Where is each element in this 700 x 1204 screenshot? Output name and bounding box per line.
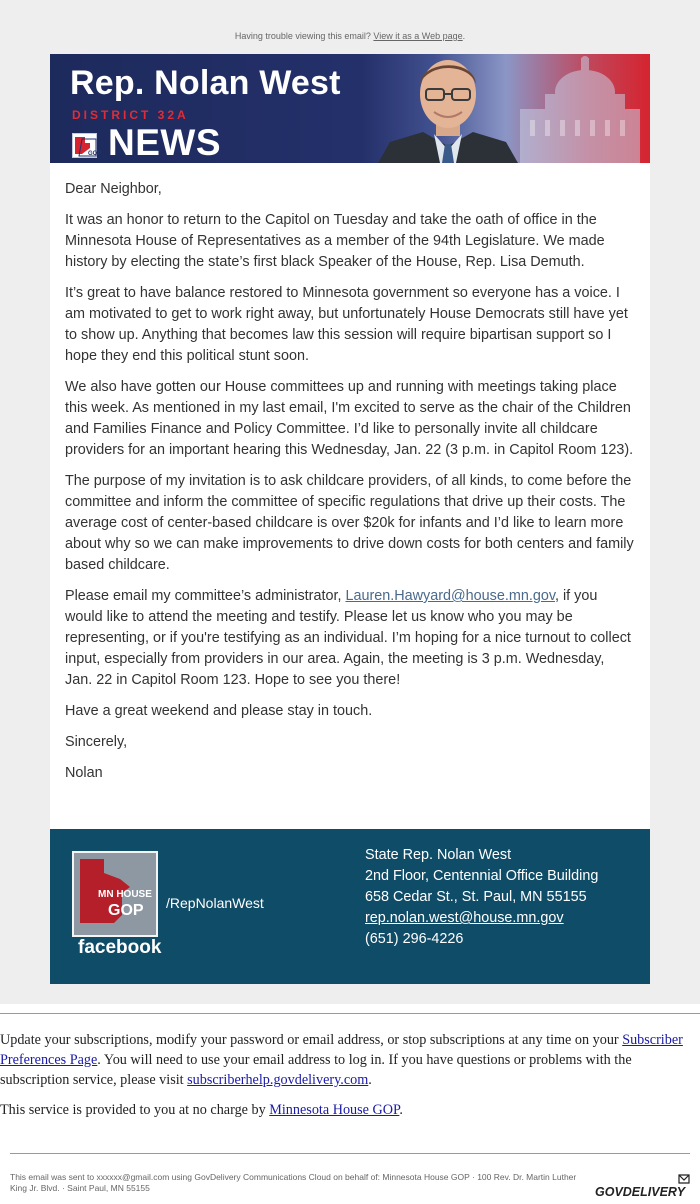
paragraph-childcare-costs: The purpose of my invitation is to ask childcare providers, of all kinds, to come before the committee and inform the committee of specific regulations that drive up their costs. The average cost of center-based childcare is over $20k for infants and I’d like to learn more about why so we can make improvements to drive down costs for both centers and family based childcare. xyxy=(65,473,634,573)
email-body xyxy=(50,163,650,829)
closing: Sincerely, xyxy=(65,734,128,750)
logo-line1: MN HOUSE xyxy=(98,889,152,900)
contact-info xyxy=(365,845,598,950)
paragraph-oath: It was an honor to return to the Capitol on Tuesday and take the oath of office in the Minnesota House of Representatives as a member of the 94th Legislature. We made history by electing the state’s first black Speaker of the House, Rep. Lisa Demuth. xyxy=(65,212,605,270)
contact-address: 658 Cedar St., St. Paul, MN 55155 xyxy=(365,889,587,905)
contact-name: State Rep. Nolan West xyxy=(365,847,512,863)
service-notice: This service is provided to you at no charge by Minnesota House GOP. xyxy=(0,1102,403,1118)
facebook-handle[interactable]: /RepNolanWest xyxy=(166,895,264,911)
govdelivery-logo[interactable] xyxy=(595,1173,691,1199)
banner-title: Rep. Nolan West xyxy=(70,64,341,102)
gop-logo-text: GOP xyxy=(88,151,102,157)
provider-link[interactable]: Minnesota House GOP xyxy=(269,1102,400,1118)
gop-logo-icon xyxy=(72,133,102,158)
subscriber-preferences-link[interactable]: Subscriber Preferences Page xyxy=(0,1032,683,1068)
mn-house-gop-logo[interactable] xyxy=(72,851,158,937)
govdelivery-wordmark: GOVDELIVERY xyxy=(595,1185,686,1199)
subscription-notice: Update your subscriptions, modify your password or email address, or stop subscriptions at any time on your Subscriber Preferences Page. You will need to use your email address to log in. If you have questions or problems with the subscription service, please visit subscriberhelp.govdelivery.com. xyxy=(0,1032,683,1088)
web-version-link[interactable]: View it as a Web page xyxy=(373,31,463,41)
contact-footer xyxy=(50,829,650,984)
contact-phone: (651) 296-4226 xyxy=(365,931,464,947)
contact-office: 2nd Floor, Centennial Office Building xyxy=(365,868,599,884)
header-banner xyxy=(50,54,650,163)
legal-divider xyxy=(10,1153,690,1154)
logo-line2: GOP xyxy=(108,902,144,919)
salutation: Dear Neighbor, xyxy=(65,181,162,197)
representative-portrait xyxy=(368,54,528,163)
signature: Nolan xyxy=(65,765,103,781)
contact-email-link[interactable]: rep.nolan.west@house.mn.gov xyxy=(365,910,564,926)
paragraph-invitation: Please email my committee’s administrator, Lauren.Hawyard@house.mn.gov, if you would like to attend the meeting and testify. Please let us know who you may be representing, or if you're testifying as an individual. I’m hoping for a nice turnout to collect input, especially from providers in our area. Again, the meeting is 3 p.m. Wednesday, Jan. 22 in Capitol Room 123. Hope to see you there! xyxy=(65,588,631,688)
paragraph-balance: It’s great to have balance restored to Minnesota government so everyone has a voice. I am motivated to get to work right away, but unfortunately House Democrats still have yet to show up. Anything that becomes law this session will require bipartisan support so I hope they end this political stunt soon. xyxy=(65,285,628,364)
paragraph-closing-wish: Have a great weekend and please stay in touch. xyxy=(65,703,373,719)
preheader-text: Having trouble viewing this email? xyxy=(234,31,371,41)
administrator-email-link[interactable]: Lauren.Hawyard@house.mn.gov xyxy=(345,588,555,604)
preheader: Having trouble viewing this email? View it as a Web page. xyxy=(234,31,466,41)
facebook-wordmark[interactable]: facebook xyxy=(78,937,162,958)
subscriber-help-link[interactable]: subscriberhelp.govdelivery.com xyxy=(187,1072,369,1088)
legal-footer: This email was sent to xxxxxx@gmail.com using GovDelivery Communications Cloud on behalf of: Minnesota House GOP · 100 Rev. Dr. Martin Luther King Jr. Blvd. · Saint Paul, MN 55155 xyxy=(10,1172,577,1193)
banner-news: NEWS xyxy=(108,122,221,163)
paragraph-committees: We also have gotten our House committees up and running with meetings taking place this week. As mentioned in my last email, I'm excited to serve as the chair of the Children and Families Finance and Policy Committee. I’d like to personally invite all childcare providers for an important hearing this Wednesday, Jan. 22 (3 p.m. in Capitol Room 123). xyxy=(65,379,634,458)
banner-district: DISTRICT 32A xyxy=(72,108,189,122)
divider xyxy=(0,1013,700,1014)
